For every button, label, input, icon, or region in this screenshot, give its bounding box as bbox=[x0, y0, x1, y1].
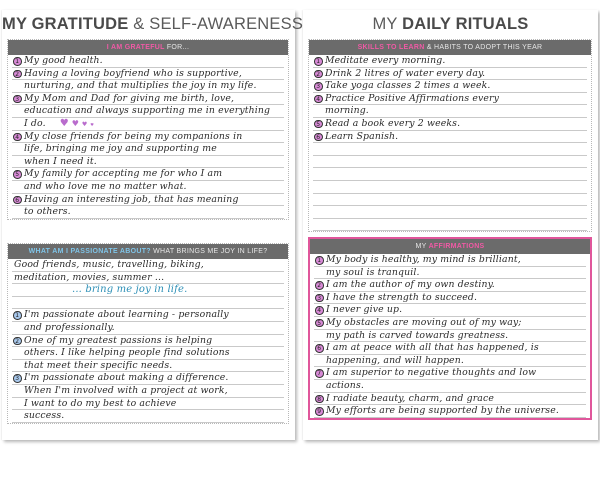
page-title bbox=[2, 10, 304, 37]
list-item bbox=[314, 317, 586, 330]
list-item bbox=[12, 118, 284, 131]
gratitude-page bbox=[2, 10, 304, 440]
number-badge-icon: 3 bbox=[13, 374, 22, 383]
list-item-text: I want to do my best to achieve bbox=[24, 397, 177, 409]
passion-list bbox=[8, 309, 288, 422]
number-badge-icon: 2 bbox=[13, 337, 22, 346]
blank-line bbox=[313, 181, 587, 194]
list-item bbox=[12, 143, 284, 156]
grateful-list bbox=[8, 55, 288, 219]
list-item-text: morning. bbox=[325, 105, 369, 117]
list-item-text: One of my greatest passions is helping bbox=[24, 334, 213, 346]
list-item bbox=[12, 80, 284, 93]
number-badge-icon: 6 bbox=[13, 196, 22, 205]
number-badge-icon: 6 bbox=[315, 344, 324, 353]
blank-line bbox=[313, 219, 587, 232]
section-header: I AM GRATEFUL FOR... bbox=[8, 40, 288, 55]
number-badge-icon: 2 bbox=[315, 281, 324, 290]
list-item bbox=[12, 168, 284, 181]
list-item bbox=[314, 279, 586, 292]
number-badge-icon: 5 bbox=[315, 319, 324, 328]
number-badge-icon: 1 bbox=[314, 57, 323, 66]
number-badge-icon: 6 bbox=[314, 133, 323, 142]
intro-line-highlight: ... bring me joy in life. bbox=[12, 284, 284, 297]
list-item bbox=[12, 360, 284, 373]
number-badge-icon: 1 bbox=[13, 311, 22, 320]
list-item bbox=[12, 335, 284, 348]
list-item-text: Practice Positive Affirmations every bbox=[325, 92, 500, 104]
blank-line bbox=[313, 143, 587, 156]
list-item-text: Learn Spanish. bbox=[325, 130, 399, 142]
list-item bbox=[12, 181, 284, 194]
list-item bbox=[12, 398, 284, 411]
list-item-text: Read a book every 2 weeks. bbox=[325, 117, 461, 129]
hearts-icon: ♥♥♥♥ bbox=[59, 117, 97, 129]
number-badge-icon: 8 bbox=[315, 395, 324, 404]
list-item bbox=[314, 393, 586, 406]
list-item bbox=[12, 385, 284, 398]
number-badge-icon: 2 bbox=[13, 70, 22, 79]
list-item-text: I'm passionate about making a difference. bbox=[24, 372, 229, 384]
list-item-text: my path is carved towards greatness. bbox=[326, 329, 509, 341]
list-item bbox=[12, 206, 284, 219]
title-light: & SELF-AWARENESS bbox=[133, 15, 304, 33]
list-item bbox=[12, 93, 284, 106]
number-badge-icon: 9 bbox=[315, 407, 324, 416]
number-badge-icon: 3 bbox=[314, 82, 323, 91]
list-item bbox=[12, 309, 284, 322]
intro-line: meditation, movies, summer ... bbox=[12, 272, 284, 285]
daily-rituals-page bbox=[303, 10, 598, 440]
list-item bbox=[314, 342, 586, 355]
list-item-text: happening, and will happen. bbox=[326, 354, 464, 366]
list-item-text: others. I like helping people find solutions bbox=[24, 347, 230, 359]
list-item bbox=[12, 410, 284, 423]
section-header: SKILLS TO LEARN & HABITS TO ADOPT THIS YEAR bbox=[309, 40, 591, 55]
list-item-text: My close friends for being my companions in bbox=[24, 130, 243, 142]
title-bold: MY GRATITUDE bbox=[2, 15, 129, 33]
list-item-text: and professionally. bbox=[24, 321, 115, 333]
affirmations-list bbox=[310, 254, 590, 418]
list-item-text: life, bringing me joy and supporting me bbox=[24, 143, 217, 155]
list-item bbox=[12, 156, 284, 169]
list-item-text: Having a loving boyfriend who is supportive, bbox=[24, 67, 242, 79]
list-item-text: I am the author of my own destiny. bbox=[326, 279, 495, 291]
list-item bbox=[313, 55, 587, 68]
list-item-text: My Mom and Dad for giving me birth, love, bbox=[24, 92, 235, 104]
number-badge-icon: 4 bbox=[314, 95, 323, 104]
skills-list bbox=[309, 55, 591, 231]
list-item bbox=[12, 105, 284, 118]
number-badge-icon: 1 bbox=[13, 57, 22, 66]
list-item bbox=[313, 118, 587, 131]
list-item-text: Having an interesting job, that has meaning bbox=[24, 193, 239, 205]
section-header: MY AFFIRMATIONS bbox=[310, 239, 590, 254]
list-item bbox=[313, 93, 587, 106]
page-title bbox=[303, 10, 598, 37]
list-item bbox=[313, 131, 587, 144]
list-item bbox=[314, 254, 586, 267]
affirmations-section bbox=[308, 237, 592, 420]
list-item-text: when I need it. bbox=[24, 155, 97, 167]
list-item bbox=[12, 347, 284, 360]
number-badge-icon: 1 bbox=[315, 256, 324, 265]
list-item-text: that meet their specific needs. bbox=[24, 359, 173, 371]
list-item-text: My family for accepting me for who I am bbox=[24, 168, 223, 180]
blank-line bbox=[12, 297, 284, 310]
list-item bbox=[12, 322, 284, 335]
number-badge-icon: 3 bbox=[13, 95, 22, 104]
list-item bbox=[313, 80, 587, 93]
list-item-text: I am at peace with all that has happened, is bbox=[326, 342, 539, 354]
blank-line bbox=[313, 206, 587, 219]
title-light: MY bbox=[372, 15, 398, 33]
list-item-text: I have the strength to succeed. bbox=[326, 291, 478, 303]
list-item-text: Take yoga classes 2 times a week. bbox=[325, 80, 491, 92]
title-bold: DAILY RITUALS bbox=[402, 15, 529, 33]
grateful-section bbox=[7, 39, 289, 220]
list-item bbox=[314, 380, 586, 393]
list-item-text: I'm passionate about learning - personally bbox=[24, 309, 229, 321]
list-item-text: and who love me no matter what. bbox=[24, 180, 187, 192]
number-badge-icon: 7 bbox=[315, 369, 324, 378]
passion-intro bbox=[8, 259, 288, 309]
blank-line bbox=[313, 194, 587, 207]
list-item bbox=[314, 292, 586, 305]
list-item-text: Drink 2 litres of water every day. bbox=[325, 67, 486, 79]
list-item-text: I do. bbox=[24, 117, 46, 129]
list-item-text: Meditate every morning. bbox=[325, 55, 446, 66]
list-item-text: My body is healthy, my mind is brilliant, bbox=[326, 254, 521, 265]
skills-section bbox=[308, 39, 592, 232]
list-item-text: I never give up. bbox=[326, 304, 403, 316]
list-item-text: actions. bbox=[326, 379, 364, 391]
list-item-text: I am superior to negative thoughts and low bbox=[326, 367, 537, 379]
number-badge-icon: 5 bbox=[13, 170, 22, 179]
list-item bbox=[314, 405, 586, 418]
list-item bbox=[314, 367, 586, 380]
number-badge-icon: 2 bbox=[314, 70, 323, 79]
list-item-text: nurturing, and that multiplies the joy in my life. bbox=[24, 80, 257, 92]
number-badge-icon: 5 bbox=[314, 120, 323, 129]
section-header: WHAT AM I PASSIONATE ABOUT? WHAT BRINGS ME JOY IN LIFE? bbox=[8, 244, 288, 259]
list-item bbox=[12, 194, 284, 207]
list-item bbox=[314, 304, 586, 317]
number-badge-icon: 4 bbox=[13, 133, 22, 142]
number-badge-icon: 4 bbox=[315, 306, 324, 315]
list-item bbox=[313, 68, 587, 81]
list-item-text: My efforts are being supported by the universe. bbox=[326, 405, 559, 417]
list-item bbox=[12, 55, 284, 68]
list-item bbox=[12, 131, 284, 144]
list-item-text: my soul is tranquil. bbox=[326, 266, 420, 278]
list-item-text: education and always supporting me in everything bbox=[24, 105, 271, 117]
list-item bbox=[314, 267, 586, 280]
list-item bbox=[314, 355, 586, 368]
blank-line bbox=[313, 168, 587, 181]
intro-line: Good friends, music, travelling, biking, bbox=[12, 259, 284, 272]
number-badge-icon: 3 bbox=[315, 294, 324, 303]
list-item bbox=[313, 105, 587, 118]
list-item-text: success. bbox=[24, 410, 65, 422]
list-item-text: When I'm involved with a project at work, bbox=[24, 384, 228, 396]
list-item-text: I radiate beauty, charm, and grace bbox=[326, 392, 495, 404]
blank-line bbox=[313, 156, 587, 169]
list-item-text: My good health. bbox=[24, 55, 103, 66]
passion-section bbox=[7, 243, 289, 424]
list-item bbox=[12, 372, 284, 385]
list-item bbox=[314, 330, 586, 343]
list-item-text: My obstacles are moving out of my way; bbox=[326, 316, 522, 328]
list-item bbox=[12, 68, 284, 81]
list-item-text: to others. bbox=[24, 206, 71, 218]
